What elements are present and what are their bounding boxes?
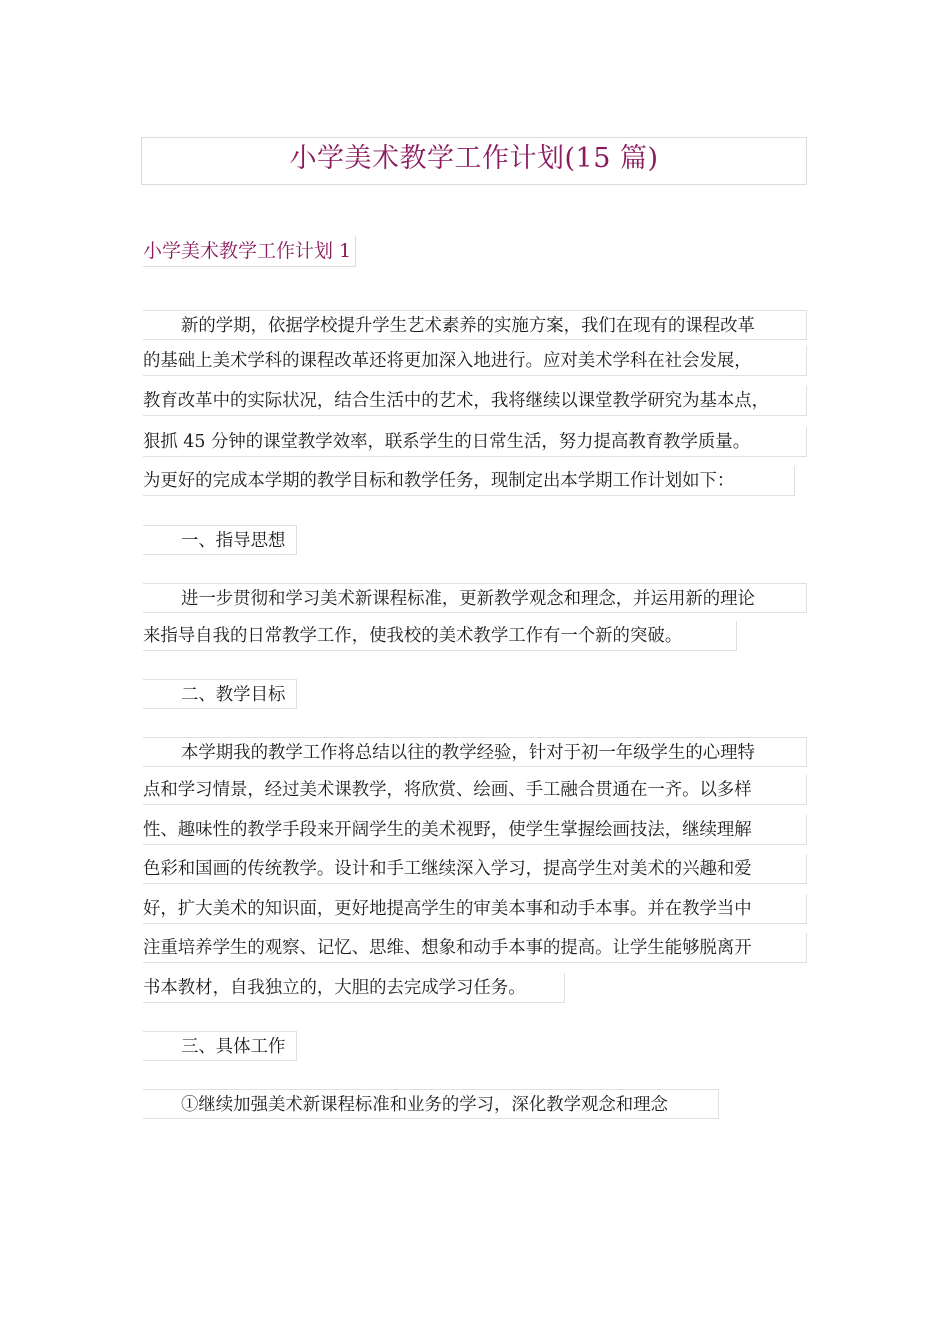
list-item: ①继续加强美术新课程标准和业务的学习，深化教学观念和理念: [143, 1089, 719, 1119]
paragraph-line: 注重培养学生的观察、记忆、思维、想象和动手本事的提高。让学生能够脱离开: [143, 933, 807, 963]
paragraph-line: 色彩和国画的传统教学。设计和手工继续深入学习，提高学生对美术的兴趣和爱: [143, 854, 807, 884]
paragraph-line: 书本教材，自我独立的，大胆的去完成学习任务。: [143, 973, 565, 1003]
paragraph-line: 进一步贯彻和学习美术新课程标准，更新教学观念和理念，并运用新的理论: [143, 583, 807, 613]
subheading-specific-work: 三、具体工作: [143, 1031, 297, 1061]
paragraph-line: 点和学习情景，经过美术课教学，将欣赏、绘画、手工融合贯通在一齐。以多样: [143, 775, 807, 805]
paragraph-line: 性、趣味性的教学手段来开阔学生的美术视野，使学生掌握绘画技法，继续理解: [143, 815, 807, 845]
paragraph-line: 来指导自我的日常教学工作，使我校的美术教学工作有一个新的突破。: [143, 621, 737, 651]
paragraph-line: 好，扩大美术的知识面，更好地提高学生的审美本事和动手本事。并在教学当中: [143, 894, 807, 924]
intro-line: 为更好的完成本学期的教学目标和教学任务，现制定出本学期工作计划如下：: [143, 466, 795, 496]
document-title: 小学美术教学工作计划(15 篇): [141, 137, 807, 185]
intro-line: 教育改革中的实际状况，结合生活中的艺术，我将继续以课堂教学研究为基本点，: [143, 386, 807, 416]
subheading-teaching-goals: 二、教学目标: [143, 679, 297, 709]
intro-line: 的基础上美术学科的课程改革还将更加深入地进行。应对美术学科在社会发展，: [143, 346, 807, 376]
intro-line: 狠抓 45 分钟的课堂教学效率，联系学生的日常生活，努力提高教育教学质量。: [143, 427, 807, 457]
section-heading: 小学美术教学工作计划 1: [143, 236, 356, 267]
subheading-guiding-thought: 一、指导思想: [143, 525, 297, 555]
intro-line: 新的学期，依据学校提升学生艺术素养的实施方案，我们在现有的课程改革: [143, 310, 807, 340]
paragraph-line: 本学期我的教学工作将总结以往的教学经验，针对于初一年级学生的心理特: [143, 737, 807, 767]
